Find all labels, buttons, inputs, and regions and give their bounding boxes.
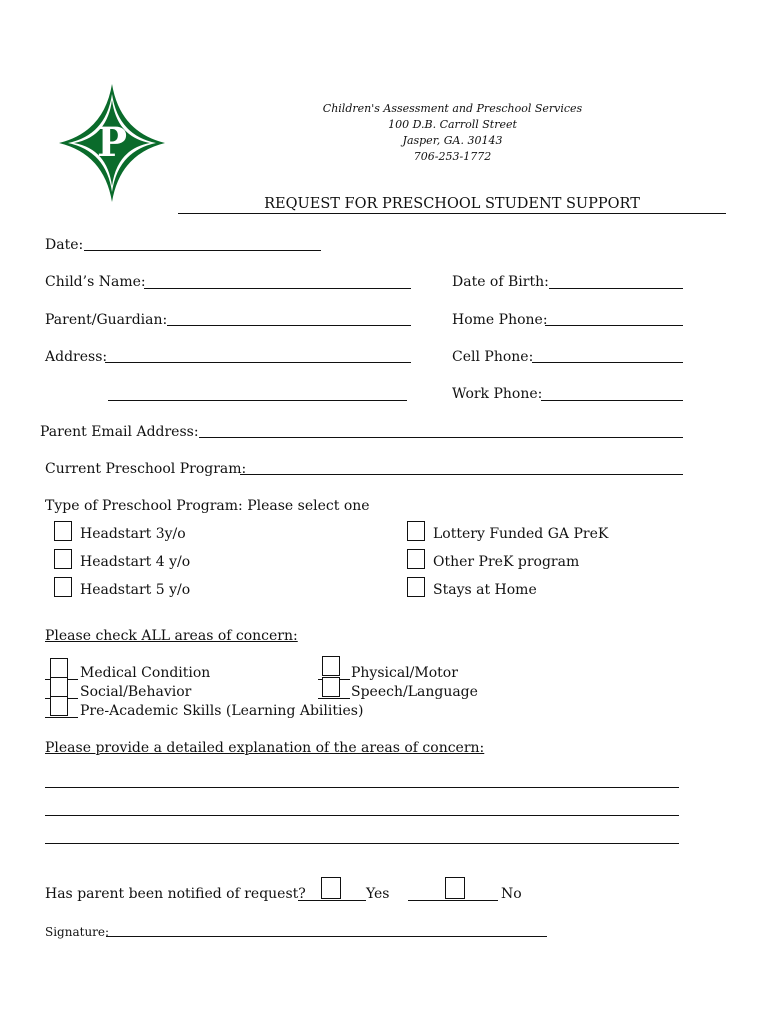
headstart-4-checkbox[interactable] <box>54 549 72 569</box>
explanation-line-2[interactable] <box>45 815 679 816</box>
org-phone: 706-253-1772 <box>413 150 492 163</box>
speech-label: Speech/Language <box>351 684 478 700</box>
logo-letter: P <box>96 119 128 166</box>
email-field[interactable] <box>199 437 683 438</box>
date-field[interactable] <box>84 250 321 251</box>
home-phone-label: Home Phone: <box>452 312 548 328</box>
speech-checkbox[interactable] <box>322 677 340 697</box>
program-field[interactable] <box>240 474 683 475</box>
email-label: Parent Email Address: <box>40 424 199 440</box>
org-name: Children's Assessment and Preschool Services <box>322 102 583 115</box>
notified-question: Has parent been notified of request? <box>45 886 306 902</box>
explanation-line-3[interactable] <box>45 843 679 844</box>
notified-no-label: No <box>501 886 522 902</box>
stays-home-checkbox[interactable] <box>407 577 425 597</box>
no-blank-line <box>408 900 498 901</box>
parent-label: Parent/Guardian: <box>45 312 168 328</box>
home-phone-field[interactable] <box>545 325 683 326</box>
school-logo <box>57 82 167 204</box>
academic-label: Pre-Academic Skills (Learning Abilities) <box>80 703 364 719</box>
headstart-5-checkbox[interactable] <box>54 577 72 597</box>
stays-home-label: Stays at Home <box>433 582 537 598</box>
physical-label: Physical/Motor <box>351 665 458 681</box>
org-street: 100 D.B. Carroll Street <box>388 118 517 131</box>
yes-blank-line <box>298 900 366 901</box>
headstart-4-label: Headstart 4 y/o <box>80 554 191 570</box>
other-prek-label: Other PreK program <box>433 554 580 570</box>
date-label: Date: <box>45 237 84 253</box>
title-underline <box>178 213 726 214</box>
program-label: Current Preschool Program: <box>45 461 247 477</box>
dob-label: Date of Birth: <box>452 274 549 290</box>
physical-checkbox[interactable] <box>322 656 340 676</box>
academic-checkbox[interactable] <box>50 696 68 716</box>
address-field[interactable] <box>105 362 411 363</box>
concerns-label: Please check ALL areas of concern: <box>45 628 298 644</box>
explanation-label: Please provide a detailed explanation of the areas of concern: <box>45 740 485 756</box>
social-checkbox[interactable] <box>50 677 68 697</box>
notified-yes-checkbox[interactable] <box>321 877 341 899</box>
notified-no-checkbox[interactable] <box>445 877 465 899</box>
address-label: Address: <box>45 349 108 365</box>
org-city: Jasper, GA. 30143 <box>402 134 503 147</box>
concern-blank-line <box>45 717 78 718</box>
child-name-field[interactable] <box>144 288 411 289</box>
form-title: REQUEST FOR PRESCHOOL STUDENT SUPPORT <box>264 196 640 212</box>
work-phone-field[interactable] <box>541 400 683 401</box>
notified-yes-label: Yes <box>366 886 390 902</box>
concern-blank-line <box>318 698 350 699</box>
lottery-prek-label: Lottery Funded GA PreK <box>433 526 609 542</box>
address-line2-field[interactable] <box>108 400 407 401</box>
program-type-label: Type of Preschool Program: Please select one <box>45 498 370 514</box>
org-header <box>290 101 615 165</box>
other-prek-checkbox[interactable] <box>407 549 425 569</box>
parent-field[interactable] <box>167 325 411 326</box>
medical-label: Medical Condition <box>80 665 211 681</box>
headstart-3-checkbox[interactable] <box>54 521 72 541</box>
headstart-3-label: Headstart 3y/o <box>80 526 186 542</box>
medical-checkbox[interactable] <box>50 658 68 678</box>
work-phone-label: Work Phone: <box>452 386 543 402</box>
lottery-prek-checkbox[interactable] <box>407 521 425 541</box>
social-label: Social/Behavior <box>80 684 192 700</box>
explanation-line-1[interactable] <box>45 787 679 788</box>
cell-phone-label: Cell Phone: <box>452 349 534 365</box>
child-name-label: Child’s Name: <box>45 274 146 290</box>
signature-field[interactable] <box>106 936 547 937</box>
headstart-5-label: Headstart 5 y/o <box>80 582 191 598</box>
dob-field[interactable] <box>549 288 683 289</box>
signature-label: Signature: <box>45 925 110 939</box>
cell-phone-field[interactable] <box>532 362 683 363</box>
